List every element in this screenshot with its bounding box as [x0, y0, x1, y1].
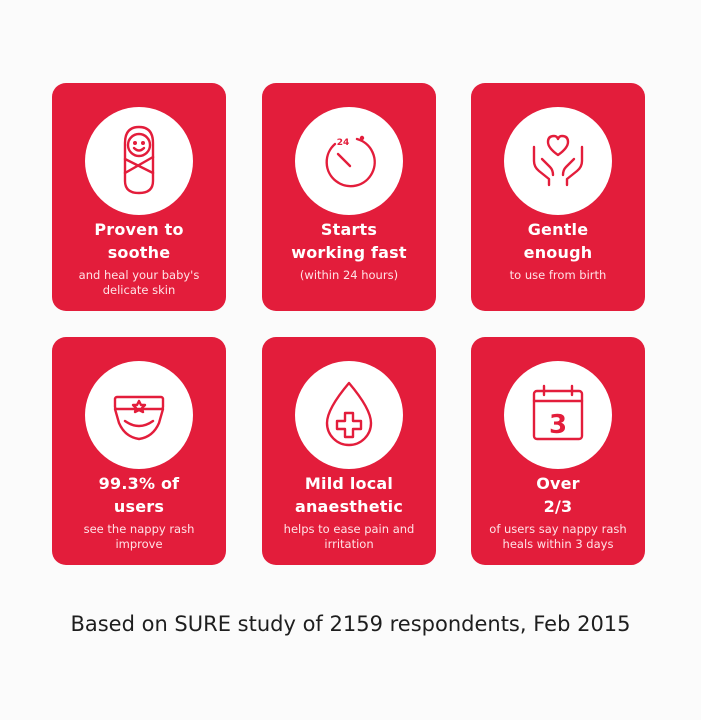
- card-title: Gentle enough: [523, 220, 593, 262]
- card-title: Proven to soothe: [94, 220, 184, 262]
- icon-circle: [504, 361, 612, 469]
- nappy-icon: [85, 361, 193, 469]
- study-footnote: Based on SURE study of 2159 respondents, Feb 2015: [70, 612, 631, 636]
- timer-label: 24: [336, 138, 350, 148]
- swaddled-baby-icon: [85, 107, 193, 215]
- calendar-number: 3: [548, 410, 568, 440]
- card-subtitle: see the nappy rash improve: [83, 522, 195, 551]
- card-title: 99.3% of users: [98, 474, 180, 516]
- benefit-card-gentle: [471, 83, 645, 311]
- card-subtitle: helps to ease pain and irritation: [283, 522, 415, 551]
- drop-cross-icon: [295, 361, 403, 469]
- benefit-card-users: [52, 337, 226, 565]
- icon-circle: [85, 361, 193, 469]
- icon-circle: [504, 107, 612, 215]
- benefit-card-fast: [262, 83, 436, 311]
- benefit-card-soothe: [52, 83, 226, 311]
- card-subtitle: of users say nappy rash heals within 3 days: [489, 522, 627, 551]
- benefit-card-heals: [471, 337, 645, 565]
- benefit-card-anaesthetic: [262, 337, 436, 565]
- icon-circle: [295, 361, 403, 469]
- card-subtitle: (within 24 hours): [299, 268, 399, 282]
- calendar-icon: [504, 361, 612, 469]
- card-title: Starts working fast: [291, 220, 407, 262]
- card-title: Mild local anaesthetic: [294, 474, 404, 516]
- card-title: Over 2/3: [536, 474, 580, 516]
- card-subtitle: to use from birth: [509, 268, 607, 282]
- card-subtitle: and heal your baby's delicate skin: [78, 268, 200, 297]
- timer-icon: [295, 107, 403, 215]
- hands-heart-icon: [504, 107, 612, 215]
- icon-circle: [295, 107, 403, 215]
- icon-circle: [85, 107, 193, 215]
